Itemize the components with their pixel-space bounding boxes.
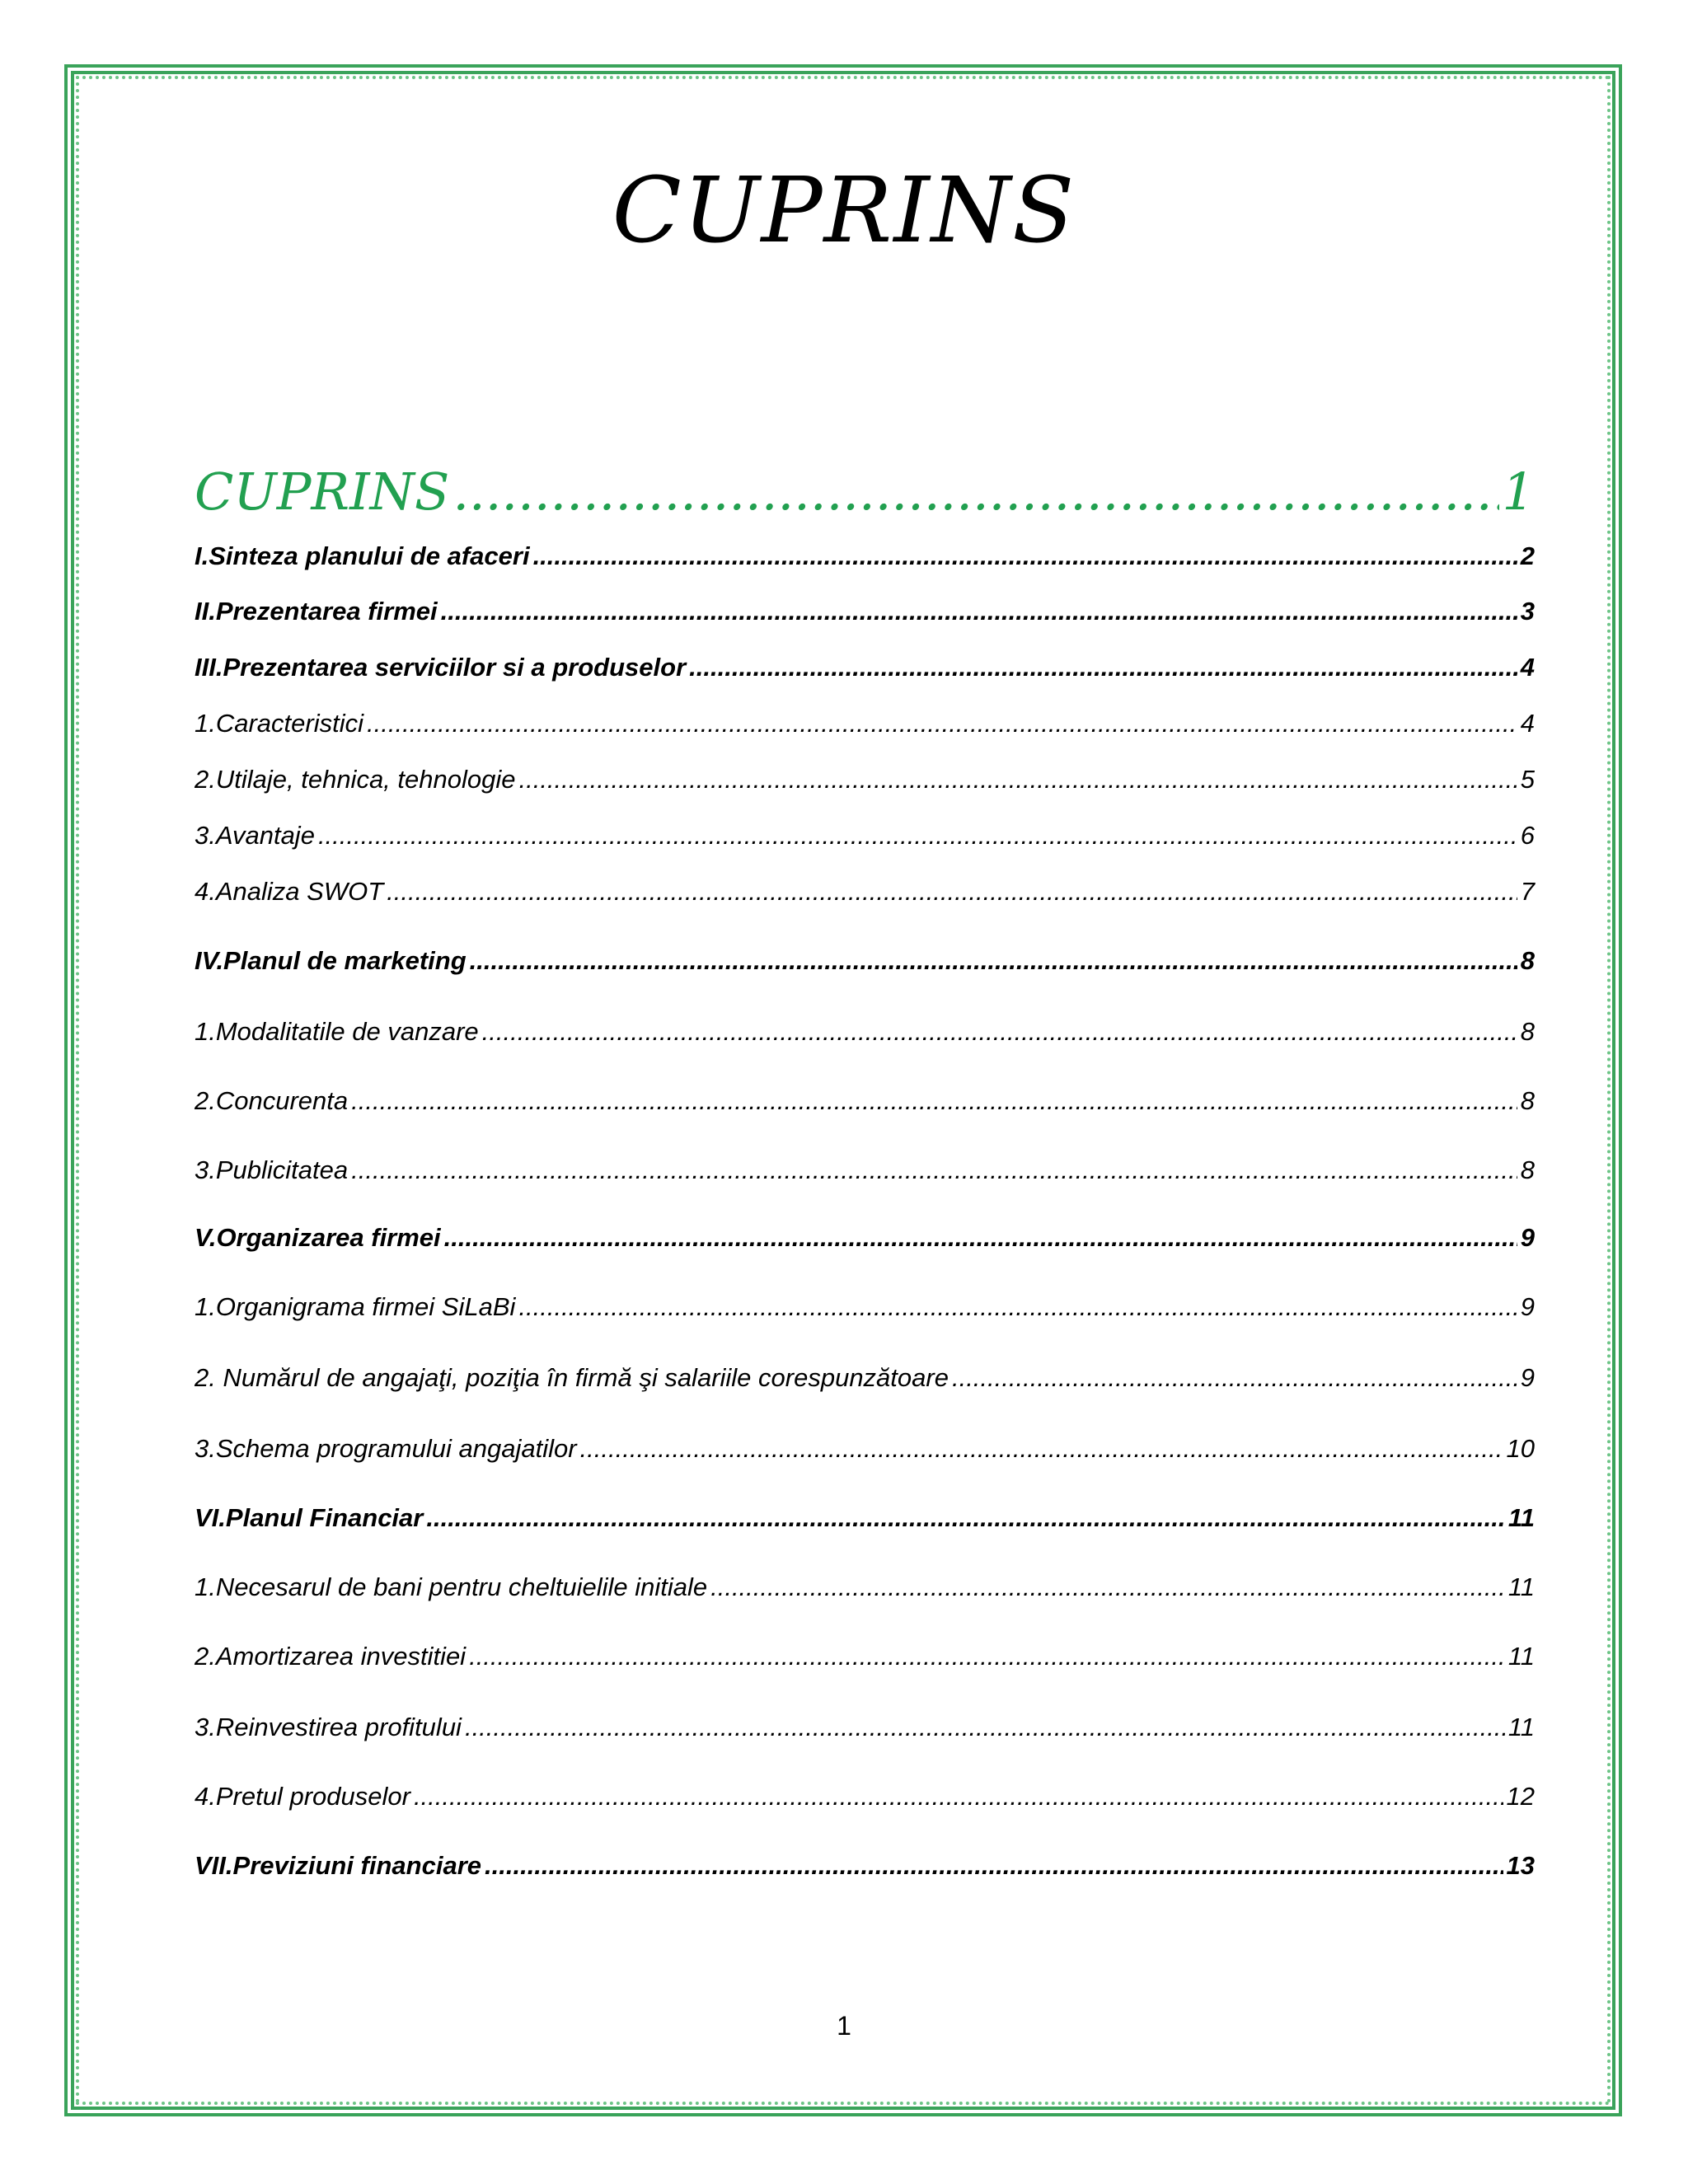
toc-entry-page: 11 — [1507, 1572, 1535, 1601]
toc-entry-page: 9 — [1520, 1223, 1535, 1252]
toc-entry-leader — [441, 595, 1517, 628]
toc-entry[interactable] — [195, 595, 1535, 628]
toc-entry[interactable] — [195, 1640, 1535, 1673]
toc-entry-leader — [465, 1711, 1505, 1744]
toc-entry-page: 9 — [1520, 1292, 1535, 1321]
toc-entry[interactable] — [195, 1361, 1535, 1394]
toc-entry-label: IV.Planul de marketing — [195, 946, 467, 975]
toc-entry[interactable] — [195, 1571, 1535, 1604]
toc-entry-label: 2.Concurenta — [195, 1086, 349, 1115]
toc-entry-label: 1.Modalitatile de vanzare — [195, 1017, 479, 1046]
toc-entry-page: 11 — [1507, 1713, 1535, 1741]
toc-entry-label: 3.Avantaje — [195, 821, 315, 850]
toc-entry-label: 3.Reinvestirea profitului — [195, 1713, 462, 1741]
toc-entry[interactable] — [195, 1849, 1535, 1882]
page-title: CUPRINS — [612, 157, 1076, 263]
toc-entry[interactable] — [195, 1711, 1535, 1744]
toc-entry[interactable] — [195, 819, 1535, 852]
toc-entry-page: 2 — [1520, 541, 1535, 570]
toc-heading[interactable] — [195, 462, 1535, 526]
toc-entry[interactable] — [195, 1291, 1535, 1324]
toc-entry[interactable] — [195, 1502, 1535, 1535]
toc-entry-label: 3.Schema programului angajatilor — [195, 1434, 577, 1463]
toc-entry[interactable] — [195, 707, 1535, 740]
toc-entry-label: II.Prezentarea firmei — [195, 597, 438, 626]
toc-entry-label: 1.Caracteristici — [195, 709, 363, 738]
toc-entry-leader — [952, 1361, 1517, 1394]
toc-entry-page: 12 — [1506, 1782, 1535, 1811]
toc-entry[interactable] — [195, 944, 1535, 977]
toc-entry-page: 8 — [1520, 1155, 1535, 1184]
toc-entry-page: 13 — [1506, 1851, 1535, 1880]
toc-entry-page: 11 — [1507, 1642, 1535, 1671]
toc-entry-page: 8 — [1520, 946, 1535, 975]
toc-entry-page: 4 — [1520, 709, 1535, 738]
toc-entry-leader — [426, 1502, 1504, 1535]
toc-entry-leader — [351, 1085, 1517, 1118]
page-number: 1 — [837, 2011, 851, 2041]
toc-entry-page: 3 — [1520, 597, 1535, 626]
toc-entry[interactable] — [195, 1015, 1535, 1048]
toc-heading-leader — [452, 462, 1498, 522]
toc-entry-leader — [469, 1640, 1505, 1673]
toc-entry-page: 9 — [1520, 1363, 1535, 1392]
toc-entry-leader — [367, 707, 1517, 740]
toc-entry-label: 2. Numărul de angajaţi, poziţia în firmă şi salariile corespunzătoare — [195, 1363, 949, 1392]
toc-entry-label: 2.Utilaje, tehnica, tehnologie — [195, 765, 516, 794]
toc-entry[interactable] — [195, 763, 1535, 796]
toc-entry-label: 1.Necesarul de bani pentru cheltuielile initiale — [195, 1572, 708, 1601]
toc-entry[interactable] — [195, 1432, 1535, 1465]
toc-entry-label: V.Organizarea firmei — [195, 1223, 441, 1252]
toc-heading-page: 1 — [1502, 462, 1535, 522]
toc-entry[interactable] — [195, 1154, 1535, 1187]
toc-entry-leader — [318, 819, 1517, 852]
toc-entry[interactable] — [195, 1780, 1535, 1813]
toc-entry-label: III.Prezentarea serviciilor si a produselor — [195, 653, 687, 682]
toc-entry-label: 1.Organigrama firmei SiLaBi — [195, 1292, 516, 1321]
toc-entry-leader — [444, 1221, 1517, 1254]
toc-entry-label: 3.Publicitatea — [195, 1155, 349, 1184]
toc-entry-page: 11 — [1507, 1503, 1535, 1532]
toc-entry-leader — [482, 1015, 1517, 1048]
toc-heading-label: CUPRINS — [195, 462, 450, 522]
toc-entry-leader — [518, 763, 1517, 796]
toc-entry[interactable] — [195, 540, 1535, 573]
toc-entry-leader — [485, 1849, 1503, 1882]
toc-entry-label: VI.Planul Financiar — [195, 1503, 424, 1532]
toc-entry-label: VII.Previziuni financiare — [195, 1851, 482, 1880]
table-of-contents — [195, 462, 1535, 1880]
toc-entry-label: 4.Analiza SWOT — [195, 877, 384, 906]
toc-entry-page: 8 — [1520, 1086, 1535, 1115]
toc-entry-page: 8 — [1520, 1017, 1535, 1046]
toc-entry-leader — [387, 875, 1517, 908]
toc-entry-leader — [470, 944, 1517, 977]
toc-entry-page: 4 — [1520, 653, 1535, 682]
toc-entry-page: 10 — [1506, 1434, 1535, 1463]
toc-entry-leader — [689, 651, 1517, 684]
toc-entry-page: 6 — [1520, 821, 1535, 850]
toc-entry[interactable] — [195, 1085, 1535, 1118]
toc-entry[interactable] — [195, 875, 1535, 908]
toc-entry-leader — [518, 1291, 1517, 1324]
toc-entry[interactable] — [195, 1221, 1535, 1254]
toc-entry-label: 2.Amortizarea investitiei — [195, 1642, 467, 1671]
toc-entry-leader — [580, 1432, 1503, 1465]
toc-entry-leader — [351, 1154, 1517, 1187]
toc-entry-page: 7 — [1520, 877, 1535, 906]
toc-entry-leader — [533, 540, 1517, 573]
toc-entry-leader — [710, 1571, 1505, 1604]
toc-entry-label: 4.Pretul produselor — [195, 1782, 410, 1811]
toc-entry[interactable] — [195, 651, 1535, 684]
toc-entry-page: 5 — [1520, 765, 1535, 794]
toc-entry-leader — [414, 1780, 1503, 1813]
toc-entry-label: I.Sinteza planului de afaceri — [195, 541, 530, 570]
